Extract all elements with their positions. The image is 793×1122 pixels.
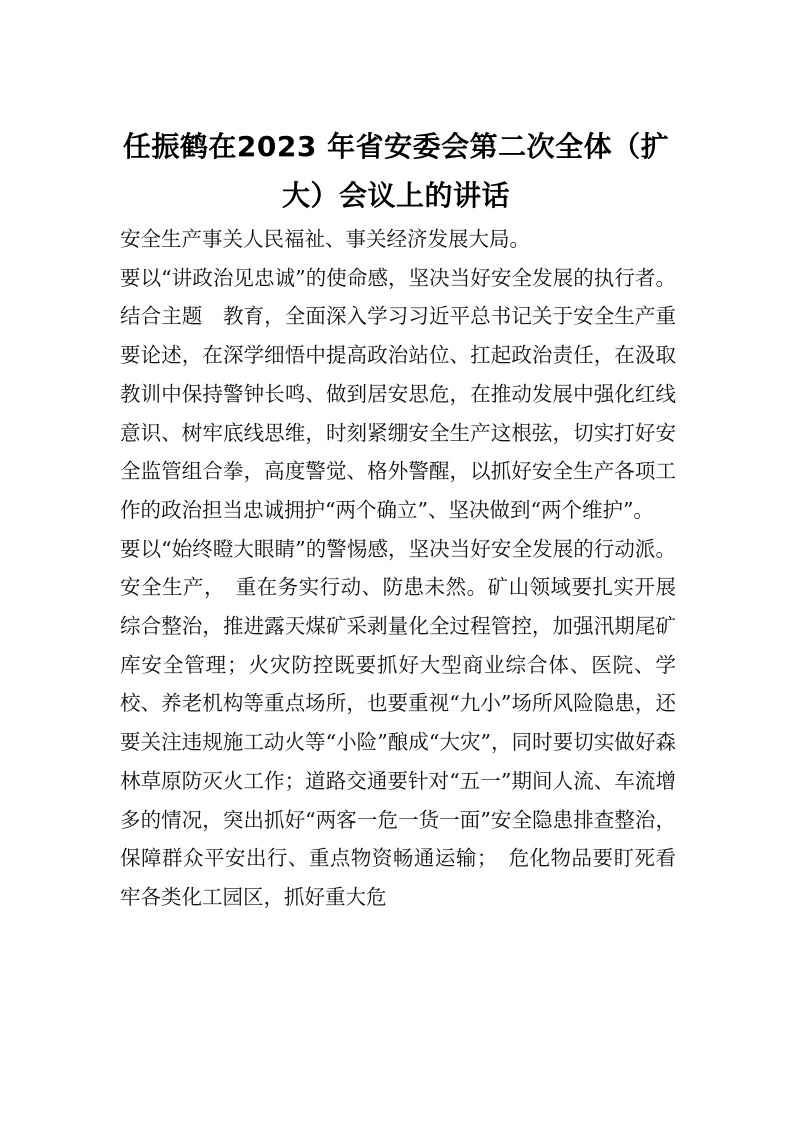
document-body: [120, 220, 676, 917]
paragraph: 要以“讲政治见忠诚”的使命感，坚决当好安全发展的执行者。结合主题 教育，全面深入学习习近平总书记关于安全生产重要论述，在深学细悟中提高政治站位、扛起政治责任，在汲取教训中保持警钟长鸣、做到居安思危，在推动发展中强化红线意识、树牢底线思维，时刻紧绷安全生产这根弦，切实打好安全监管组合拳，高度警觉、格外警醒，以抓好安全生产各项工作的政治担当忠诚拥护“两个确立”、坚决做到“两个维护”。: [120, 265, 676, 522]
paragraph: 要以“始终瞪大眼睛”的警惕感，坚决当好安全发展的行动派。安全生产， 重在务实行动、防患未然。矿山领域要扎实开展综合整治，推进露天煤矿采剥量化全过程管控，加强汛期尾矿库安全管理；火灾防控既要抓好大型商业综合体、医院、学校、养老机构等重点场所，也要重视“九小”场所风险隐患，还要关注违规施工动火等“小险”酿成“大灾”，同时要切实做好森林草原防灭火工作；道路交通要针对“五一”期间人流、车流增多的情况，突出抓好“两客一危一货一面”安全隐患排查整治，保障群众平安出行、重点物资畅通运输； 危化物品要盯死看牢各类化工园区，抓好重大危: [120, 536, 676, 909]
paragraph: 安全生产事关人民福祉、事关经济发展大局。: [120, 227, 530, 251]
document-title: 任振鹤在2023 年省安委会第二次全体（扩大）会议上的讲话: [122, 130, 670, 212]
